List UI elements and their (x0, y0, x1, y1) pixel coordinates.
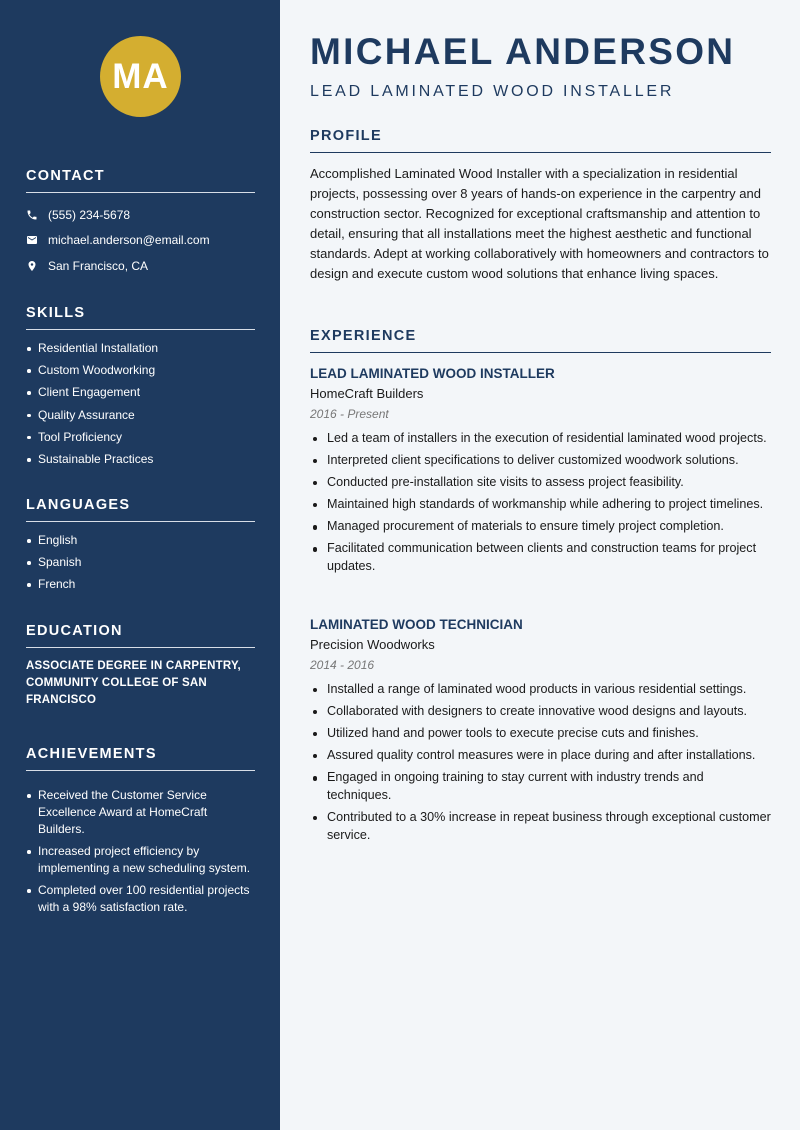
job-title: LEAD LAMINATED WOOD INSTALLER (310, 366, 555, 381)
phone-text: (555) 234-5678 (48, 207, 131, 222)
job-entry (310, 366, 771, 580)
achievements-list (26, 787, 255, 916)
skills-list (26, 337, 255, 470)
sidebar (0, 0, 280, 1130)
languages-heading: LANGUAGES (26, 497, 255, 522)
job-bullets (310, 681, 771, 845)
job-entry (310, 617, 771, 849)
job-company: Precision Woodworks (310, 637, 435, 652)
list-item: Conducted pre-installation site visits to assess project feasibility. (310, 474, 771, 492)
job-company: HomeCraft Builders (310, 386, 424, 401)
education-degree: ASSOCIATE DEGREE IN CARPENTRY, COMMUNITY COLLEGE OF SAN FRANCISCO (26, 660, 241, 706)
job-dates: 2016 - Present (310, 407, 389, 421)
languages-list (26, 529, 255, 596)
email-text: michael.anderson@email.com (48, 233, 210, 248)
phone-icon (26, 209, 38, 221)
education-heading: EDUCATION (26, 623, 255, 648)
contact-location (26, 253, 255, 279)
list-item: Utilized hand and power tools to execute precise cuts and finishes. (310, 725, 771, 743)
skills-heading: SKILLS (26, 305, 255, 330)
list-item: Assured quality control measures were in place during and after installations. (310, 747, 771, 765)
job-title: LAMINATED WOOD TECHNICIAN (310, 617, 523, 632)
achievements-section (26, 746, 255, 921)
list-item: English (26, 529, 255, 551)
list-item: Tool Proficiency (26, 426, 255, 448)
list-item: Facilitated communication between clients and construction teams for project updates. (310, 540, 771, 576)
contact-phone[interactable] (26, 202, 255, 228)
candidate-title: LEAD LAMINATED WOOD INSTALLER (310, 83, 675, 100)
list-item: Interpreted client specifications to deliver customized woodwork solutions. (310, 452, 771, 470)
profile-heading: PROFILE (310, 128, 771, 153)
location-pin-icon (26, 260, 38, 272)
skills-section (26, 305, 255, 470)
list-item: Client Engagement (26, 381, 255, 403)
list-item: Completed over 100 residential projects with a 98% satisfaction rate. (26, 882, 255, 916)
languages-section (26, 497, 255, 596)
list-item: Engaged in ongoing training to stay current with industry trends and techniques. (310, 769, 771, 805)
list-item: Collaborated with designers to create innovative wood designs and layouts. (310, 703, 771, 721)
experience-heading: EXPERIENCE (310, 328, 771, 353)
list-item: Received the Customer Service Excellence Award at HomeCraft Builders. (26, 787, 255, 838)
list-item: Contributed to a 30% increase in repeat business through exceptional customer service. (310, 809, 771, 845)
list-item: Managed procurement of materials to ensure timely project completion. (310, 518, 771, 536)
candidate-name: MICHAEL ANDERSON (310, 31, 736, 72)
mail-icon (26, 234, 38, 246)
education-section (26, 623, 255, 709)
list-item: Sustainable Practices (26, 448, 255, 470)
list-item: Spanish (26, 551, 255, 573)
list-item: French (26, 573, 255, 595)
profile-text: Accomplished Laminated Wood Installer with a specialization in residential projects, possessing over 8 years of hands-on experience in the carpentry and construction sector. Recognized for exceptional craftsmanship and attention to detail, ensuring that all installations meet the highest aesthetic and functional standards. Adept at working collaboratively with homeowners and contractors to design and execute custom wood solutions that enhance living spaces. (310, 166, 769, 282)
location-text: San Francisco, CA (48, 258, 149, 273)
list-item: Installed a range of laminated wood products in various residential settings. (310, 681, 771, 699)
list-item: Led a team of installers in the execution of residential laminated wood projects. (310, 430, 771, 448)
job-dates: 2014 - 2016 (310, 658, 375, 672)
contact-section (26, 168, 255, 279)
list-item: Maintained high standards of workmanship while adhering to project timelines. (310, 496, 771, 514)
avatar: MA (100, 36, 181, 117)
list-item: Quality Assurance (26, 404, 255, 426)
contact-heading: CONTACT (26, 168, 255, 193)
list-item: Residential Installation (26, 337, 255, 359)
list-item: Increased project efficiency by implementing a new scheduling system. (26, 843, 255, 877)
contact-email[interactable] (26, 228, 255, 254)
list-item: Custom Woodworking (26, 359, 255, 381)
achievements-heading: ACHIEVEMENTS (26, 746, 255, 771)
job-bullets (310, 430, 771, 576)
